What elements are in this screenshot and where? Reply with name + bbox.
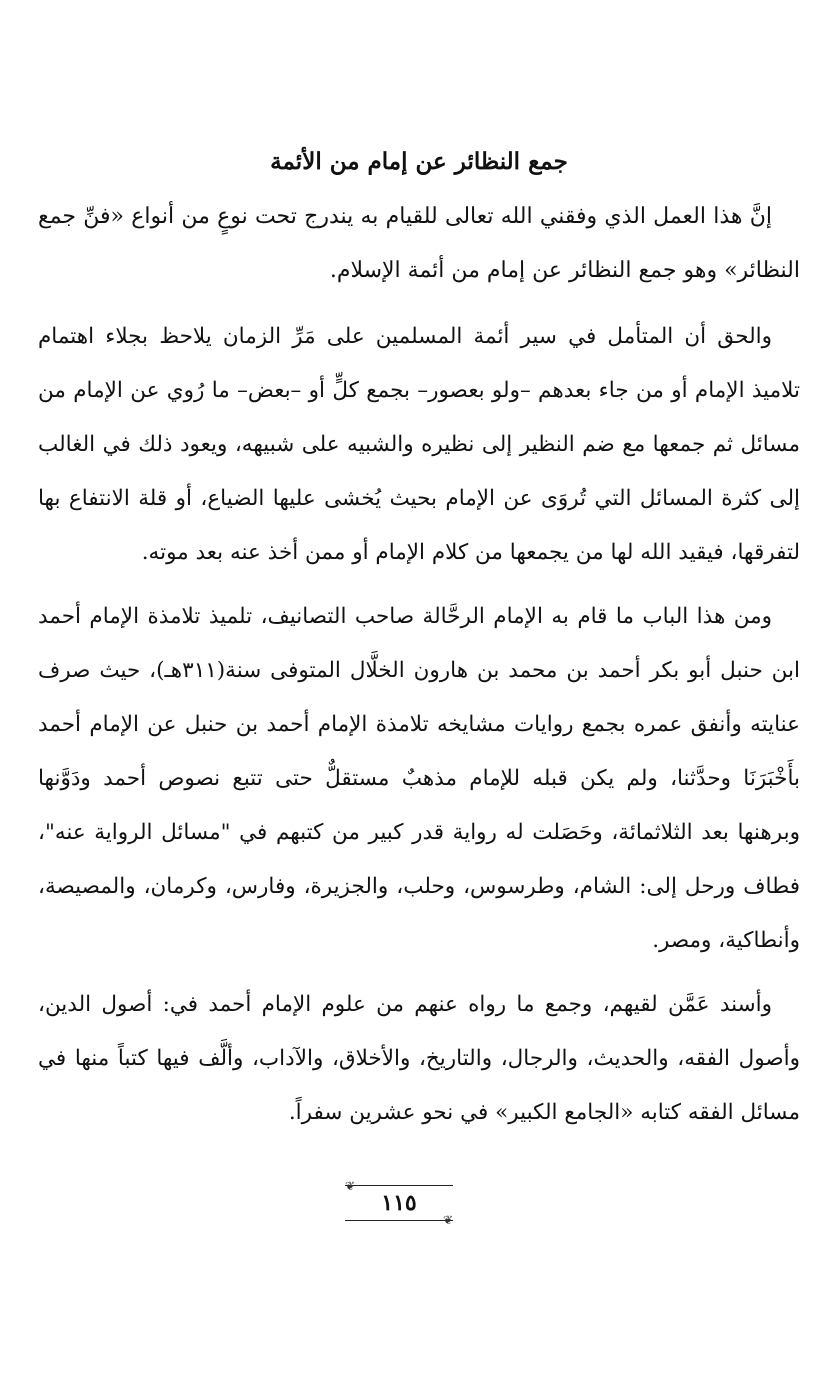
page-number-frame	[345, 1179, 453, 1227]
page-body	[38, 140, 800, 1150]
paragraph-4: وأسند عَمَّن لقيهم، وجمع ما رواه عنهم من علوم الإمام أحمد في: أصول الدين، وأصول الفقه، والحديث، والرجال، والتاريخ، والأخلاق، والآداب، وألَّف فيها كتباً منها في مسائل الفقه كتابه «الجامع الكبير» في نحو عشرين سفراً.	[38, 992, 800, 1125]
section-title: جمع النظائر عن إمام من الأئمة	[270, 148, 568, 175]
paragraph-3: ومن هذا الباب ما قام به الإمام الرحَّالة صاحب التصانيف، تلميذ تلامذة الإمام أحمد ابن حنبل أبو بكر أحمد بن محمد بن هارون الخلَّال المتوفى سنة(٣١١هـ)، حيث صرف عنايته وأنفق عمره بجمع روايات مشايخه تلامذة الإمام أحمد بن حنبل عن الإمام أحمد بأَخْبَرَنَا وحدَّثنا، ولم يكن قبله للإمام مذهبٌ مستقلٌّ حتى تتبع نصوص أحمد ودَوَّنها وبرهنها بعد الثلاثمائة، وحَصَلت له رواية قدر كبير من كتبهم في "مسائل الرواية عنه"، فطاف ورحل إلى: الشام، وطرسوس، وحلب، والجزيرة، وفارس، وكرمان، والمصيصة، وأنطاكية، ومصر.	[38, 604, 800, 953]
page-number: ١١٥	[381, 1190, 417, 1216]
ornament-icon: ❦	[345, 1179, 356, 1193]
paragraph-1: إنَّ هذا العمل الذي وفقني الله تعالى للقيام به يندرج تحت نوعٍ من أنواع «فنِّ جمع النظائر» وهو جمع النظائر عن إمام من أئمة الإسلام.	[38, 204, 800, 283]
paragraph-2: والحق أن المتأمل في سير أئمة المسلمين على مَرِّ الزمان يلاحظ بجلاء اهتمام تلاميذ الإمام أو من جاء بعدهم –ولو بعصور– بجمع كلٍّ أو –بعض– ما رُوي عن الإمام من مسائل ثم جمعها مع ضم النظير إلى نظيره والشبيه على شبيهه، ويعود ذلك في الغالب إلى كثرة المسائل التي تُروَى عن الإمام بحيث يُخشى عليها الضياع، أو قلة الانتفاع بها لتفرقها، فيقيد الله لها من يجمعها من كلام الإمام أو ممن أخذ عنه بعد موته.	[38, 324, 800, 565]
ornament-icon: ❦	[442, 1213, 453, 1227]
